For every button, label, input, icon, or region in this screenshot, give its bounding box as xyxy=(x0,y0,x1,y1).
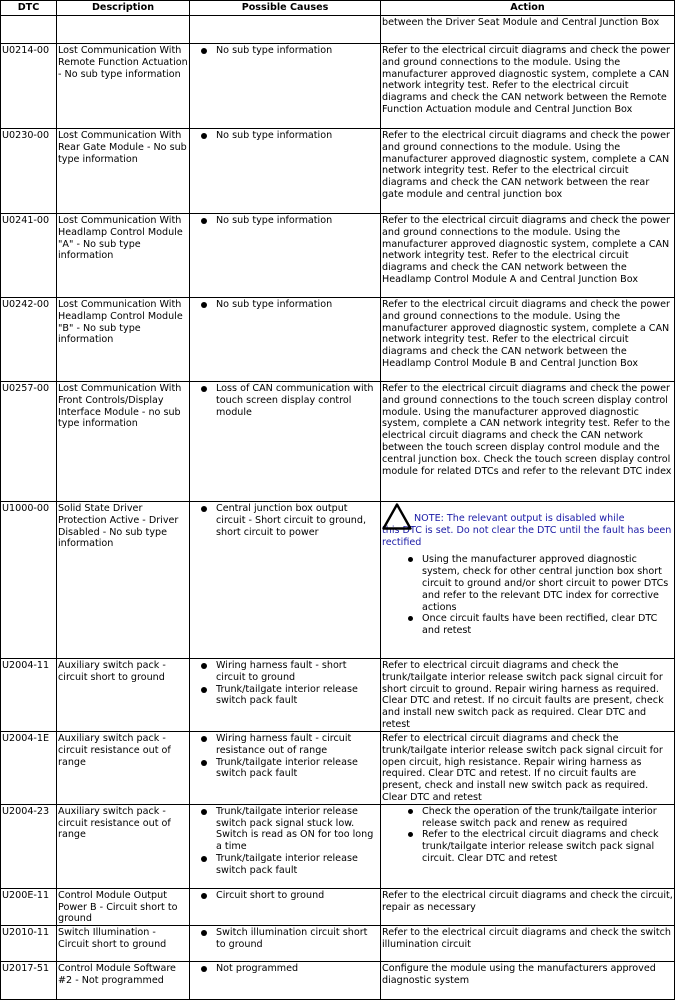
causes-cell xyxy=(190,214,381,298)
causes-cell xyxy=(190,382,381,502)
dtc-cell: U200E-11 xyxy=(1,888,57,925)
note-line-1: NOTE: The relevant output is disabled while xyxy=(414,513,625,524)
causes-cell xyxy=(190,732,381,805)
table-row xyxy=(1,502,675,659)
description-cell: Auxiliary switch pack - circuit short to ground xyxy=(57,659,190,732)
action-item: Using the manufacturer approved diagnostic system, check for other central junction box short circuit to ground and/or short circuit to power DTCs and refer to the relevant DTC index for corrective actions xyxy=(408,554,673,613)
description-cell: Control Module Output Power B - Circuit short to ground xyxy=(57,888,190,925)
header-possible-causes: Possible Causes xyxy=(190,1,381,16)
causes-cell xyxy=(190,298,381,382)
causes-cell xyxy=(190,44,381,129)
action-cell: Refer to electrical circuit diagrams and check the trunk/tailgate interior release switch pack signal circuit for open circuit, high resistance. Repair wiring harness as required. Clear DTC and retest. If no circuit faults are present, check and install new switch pack as required. Clear DTC and retest xyxy=(381,732,675,805)
cause-item: No sub type information xyxy=(201,130,379,142)
description-cell: Lost Communication With Front Controls/Display Interface Module - no sub type information xyxy=(57,382,190,502)
cause-item: Not programmed xyxy=(201,963,379,975)
action-cell: Refer to the electrical circuit diagrams and check the power and ground connections to the touch screen display control module. Using the manufacturer approved diagnostic system, complete a CAN network integrity test. Refer to the electrical circuit diagrams and check the CAN network between the touch screen display control module and the central junction box. Check the touch screen display control module for related DTCs and refer to the relevant DTC index xyxy=(381,382,675,502)
dtc-cell: U0214-00 xyxy=(1,44,57,129)
table-row xyxy=(1,214,675,298)
table-row xyxy=(1,962,675,1000)
action-cell: Refer to the electrical circuit diagrams and check the power and ground connections to the module. Using the manufacturer approved diagnostic system, complete a CAN network integrity test. Refer to the electrical circuit diagrams and check the CAN network between the Headlamp Control Module B and Central Junction Box xyxy=(381,298,675,382)
warning-triangle-icon xyxy=(382,503,412,530)
table-row xyxy=(1,888,675,925)
dtc-cell: U0257-00 xyxy=(1,382,57,502)
action-cell: Refer to the electrical circuit diagrams and check the switch illumination circuit xyxy=(381,926,675,962)
dtc-cell: U0242-00 xyxy=(1,298,57,382)
description-cell: Solid State Driver Protection Active - Driver Disabled - No sub type information xyxy=(57,502,190,659)
action-item: Check the operation of the trunk/tailgate interior release switch pack and renew as required xyxy=(408,806,673,830)
note-line-2: this DTC is set. Do not clear the DTC until the fault has been rectified xyxy=(382,524,672,548)
dtc-cell: U0230-00 xyxy=(1,129,57,214)
cause-item: Central junction box output circuit - Short circuit to ground, short circuit to power xyxy=(201,503,379,538)
cause-item: No sub type information xyxy=(201,215,379,227)
description-cell: Auxiliary switch pack - circuit resistance out of range xyxy=(57,732,190,805)
dtc-cell: U2004-1E xyxy=(1,732,57,805)
header-dtc: DTC xyxy=(1,1,57,16)
header-action: Action xyxy=(381,1,675,16)
dtc-cell xyxy=(1,16,57,44)
dtc-cell: U2017-51 xyxy=(1,962,57,1000)
description-cell: Switch Illumination - Circuit short to ground xyxy=(57,926,190,962)
dtc-cell: U2004-23 xyxy=(1,804,57,888)
table-row xyxy=(1,926,675,962)
cause-item: Trunk/tailgate interior release switch pack signal stuck low. Switch is read as ON for too long a time xyxy=(201,806,379,853)
action-cell: between the Driver Seat Module and Central Junction Box xyxy=(381,16,675,44)
action-cell: Configure the module using the manufacturers approved diagnostic system xyxy=(381,962,675,1000)
action-cell: Refer to electrical circuit diagrams and check the trunk/tailgate interior release switch pack signal circuit for short circuit to ground. Repair wiring harness as required. Clear DTC and retest. If no circuit faults are present, check and install new switch pack as required. Clear DTC and retest xyxy=(381,659,675,732)
action-cell: Refer to the electrical circuit diagrams and check the circuit, repair as necessary xyxy=(381,888,675,925)
action-cell xyxy=(381,502,675,659)
cause-item: Loss of CAN communication with touch screen display control module xyxy=(201,383,379,418)
action-cell: Refer to the electrical circuit diagrams and check the power and ground connections to the module. Using the manufacturer approved diagnostic system, complete a CAN network integrity test. Refer to the electrical circuit diagrams and check the CAN network between the Headlamp Control Module A and Central Junction Box xyxy=(381,214,675,298)
action-cell: Refer to the electrical circuit diagrams and check the power and ground connections to the module. Using the manufacturer approved diagnostic system, complete a CAN network integrity test. Refer to the electrical circuit diagrams and check the CAN network between the Remote Function Actuation module and Central Junction Box xyxy=(381,44,675,129)
table-row xyxy=(1,44,675,129)
causes-cell xyxy=(190,659,381,732)
description-cell: Auxiliary switch pack - circuit resistance out of range xyxy=(57,804,190,888)
causes-cell xyxy=(190,962,381,1000)
dtc-cell: U1000-00 xyxy=(1,502,57,659)
table-header-row xyxy=(1,1,675,16)
causes-cell xyxy=(190,804,381,888)
dtc-cell: U2010-11 xyxy=(1,926,57,962)
table-row xyxy=(1,16,675,44)
description-cell: Control Module Software #2 - Not programmed xyxy=(57,962,190,1000)
table-row xyxy=(1,732,675,805)
action-cell: Refer to the electrical circuit diagrams and check the power and ground connections to the module. Using the manufacturer approved diagnostic system, complete a CAN network integrity test. Refer to the electrical circuit diagrams and check the CAN network between the rear gate module and central junction box xyxy=(381,129,675,214)
cause-item: Wiring harness fault - short circuit to ground xyxy=(201,660,379,684)
cause-item: Trunk/tailgate interior release switch pack fault xyxy=(201,853,379,877)
dtc-cell: U2004-11 xyxy=(1,659,57,732)
causes-cell xyxy=(190,502,381,659)
description-cell: Lost Communication With Headlamp Control Module "A" - No sub type information xyxy=(57,214,190,298)
causes-cell xyxy=(190,129,381,214)
cause-item: No sub type information xyxy=(201,299,379,311)
description-cell: Lost Communication With Headlamp Control Module "B" - No sub type information xyxy=(57,298,190,382)
table-row xyxy=(1,804,675,888)
warning-note xyxy=(382,503,673,548)
table-row xyxy=(1,129,675,214)
header-description: Description xyxy=(57,1,190,16)
causes-cell xyxy=(190,926,381,962)
action-item: Refer to the electrical circuit diagrams and check trunk/tailgate interior release switch pack signal circuit. Clear DTC and retest xyxy=(408,829,673,864)
table-row xyxy=(1,659,675,732)
cause-item: Circuit short to ground xyxy=(201,890,379,902)
table-row xyxy=(1,382,675,502)
cause-item: Switch illumination circuit short to ground xyxy=(201,927,379,951)
description-cell: Lost Communication With Remote Function Actuation - No sub type information xyxy=(57,44,190,129)
cause-item: Trunk/tailgate interior release switch pack fault xyxy=(201,684,379,708)
causes-cell xyxy=(190,888,381,925)
dtc-cell: U0241-00 xyxy=(1,214,57,298)
cause-item: No sub type information xyxy=(201,45,379,57)
action-cell xyxy=(381,804,675,888)
cause-item: Wiring harness fault - circuit resistance out of range xyxy=(201,733,379,757)
description-cell: Lost Communication With Rear Gate Module - No sub type information xyxy=(57,129,190,214)
action-item: Once circuit faults have been rectified, clear DTC and retest xyxy=(408,613,673,637)
description-cell xyxy=(57,16,190,44)
causes-cell xyxy=(190,16,381,44)
table-row xyxy=(1,298,675,382)
cause-item: Trunk/tailgate interior release switch pack fault xyxy=(201,757,379,781)
